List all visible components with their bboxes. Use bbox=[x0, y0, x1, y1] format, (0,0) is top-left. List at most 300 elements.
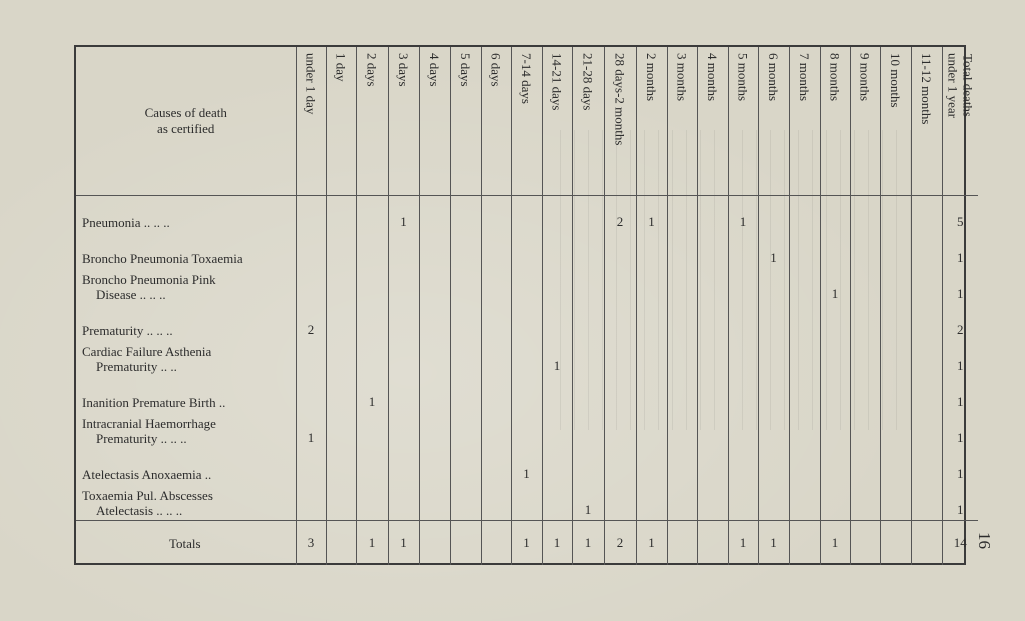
column-header-label: 5 days bbox=[458, 53, 473, 87]
value-cell bbox=[296, 196, 326, 233]
column-header bbox=[850, 47, 880, 196]
value-cell bbox=[758, 268, 789, 304]
value-cell bbox=[850, 268, 880, 304]
value-cell bbox=[326, 448, 356, 484]
value-cell bbox=[450, 412, 481, 448]
value-cell bbox=[542, 196, 572, 233]
grand-total-cell: 14 bbox=[942, 521, 978, 566]
value-cell bbox=[356, 448, 388, 484]
value-cell bbox=[697, 196, 728, 233]
row-total-cell: 5 bbox=[942, 196, 978, 233]
value-cell bbox=[667, 268, 697, 304]
total-value-cell: 1 bbox=[511, 521, 542, 566]
value-cell bbox=[911, 340, 942, 376]
value-cell bbox=[450, 448, 481, 484]
value-cell: 1 bbox=[296, 412, 326, 448]
total-value-cell bbox=[450, 521, 481, 566]
total-value-cell: 1 bbox=[542, 521, 572, 566]
column-header bbox=[667, 47, 697, 196]
value-cell bbox=[911, 376, 942, 412]
header-row bbox=[76, 47, 978, 196]
value-cell bbox=[388, 484, 419, 521]
value-cell bbox=[604, 304, 636, 340]
value-cell bbox=[789, 232, 820, 268]
value-cell bbox=[356, 232, 388, 268]
value-cell: 1 bbox=[820, 268, 850, 304]
value-cell bbox=[388, 304, 419, 340]
value-cell bbox=[572, 268, 604, 304]
value-cell bbox=[296, 340, 326, 376]
value-cell bbox=[326, 484, 356, 521]
cause-cell bbox=[76, 196, 296, 233]
value-cell bbox=[667, 196, 697, 233]
total-value-cell: 1 bbox=[356, 521, 388, 566]
value-cell bbox=[820, 376, 850, 412]
value-cell bbox=[697, 232, 728, 268]
value-cell bbox=[388, 340, 419, 376]
value-cell bbox=[789, 412, 820, 448]
row-total-cell: 1 bbox=[942, 376, 978, 412]
value-cell bbox=[481, 232, 511, 268]
value-cell bbox=[419, 448, 450, 484]
value-cell bbox=[481, 304, 511, 340]
total-value-cell: 1 bbox=[636, 521, 667, 566]
column-header bbox=[542, 47, 572, 196]
value-cell bbox=[572, 376, 604, 412]
value-cell bbox=[911, 304, 942, 340]
value-cell bbox=[880, 340, 911, 376]
value-cell bbox=[604, 448, 636, 484]
value-cell bbox=[880, 304, 911, 340]
value-cell bbox=[850, 232, 880, 268]
value-cell bbox=[636, 376, 667, 412]
value-cell bbox=[511, 376, 542, 412]
value-cell: 1 bbox=[356, 376, 388, 412]
cause-cell bbox=[76, 340, 296, 376]
column-header-label: 21-28 days bbox=[580, 53, 596, 111]
value-cell bbox=[820, 196, 850, 233]
value-cell bbox=[636, 340, 667, 376]
column-header bbox=[296, 47, 326, 196]
value-cell bbox=[419, 484, 450, 521]
value-cell bbox=[326, 340, 356, 376]
value-cell bbox=[728, 340, 758, 376]
value-cell bbox=[636, 484, 667, 521]
total-value-cell bbox=[326, 521, 356, 566]
value-cell bbox=[572, 412, 604, 448]
value-cell bbox=[667, 448, 697, 484]
total-value-cell: 2 bbox=[604, 521, 636, 566]
value-cell bbox=[604, 268, 636, 304]
value-cell bbox=[604, 412, 636, 448]
cause-cell bbox=[76, 268, 296, 304]
column-header bbox=[450, 47, 481, 196]
value-cell bbox=[542, 376, 572, 412]
value-cell bbox=[697, 448, 728, 484]
value-cell bbox=[388, 412, 419, 448]
value-cell bbox=[636, 304, 667, 340]
value-cell bbox=[296, 268, 326, 304]
row-total-cell: 1 bbox=[942, 268, 978, 304]
value-cell bbox=[542, 268, 572, 304]
value-cell bbox=[789, 448, 820, 484]
value-cell bbox=[667, 376, 697, 412]
row-total-cell: 1 bbox=[942, 484, 978, 521]
value-cell bbox=[697, 376, 728, 412]
value-cell bbox=[604, 484, 636, 521]
column-header-label: 3 months bbox=[674, 53, 690, 102]
value-cell bbox=[419, 304, 450, 340]
value-cell bbox=[636, 268, 667, 304]
column-header bbox=[820, 47, 850, 196]
table-row bbox=[76, 340, 978, 376]
cause-text: Intracranial Haemorrhage bbox=[82, 416, 216, 431]
value-cell bbox=[604, 376, 636, 412]
value-cell: 2 bbox=[296, 304, 326, 340]
value-cell bbox=[326, 268, 356, 304]
row-total-cell: 1 bbox=[942, 340, 978, 376]
value-cell bbox=[481, 412, 511, 448]
column-header bbox=[572, 47, 604, 196]
value-cell bbox=[481, 268, 511, 304]
column-header-label: 14-21 days bbox=[549, 53, 565, 111]
value-cell bbox=[789, 304, 820, 340]
column-header bbox=[326, 47, 356, 196]
value-cell bbox=[542, 484, 572, 521]
value-cell bbox=[481, 448, 511, 484]
row-total-cell: 1 bbox=[942, 448, 978, 484]
value-cell bbox=[511, 412, 542, 448]
column-header bbox=[419, 47, 450, 196]
value-cell bbox=[911, 484, 942, 521]
value-cell bbox=[728, 448, 758, 484]
value-cell bbox=[758, 196, 789, 233]
value-cell bbox=[820, 232, 850, 268]
value-cell bbox=[850, 412, 880, 448]
cause-text: Broncho Pneumonia Toxaemia bbox=[82, 251, 243, 266]
value-cell bbox=[572, 232, 604, 268]
value-cell bbox=[604, 232, 636, 268]
row-total-cell: 2 bbox=[942, 304, 978, 340]
value-cell bbox=[542, 232, 572, 268]
column-header-label: 11-12 months bbox=[919, 53, 934, 125]
causes-header-line2: as certified bbox=[157, 121, 215, 136]
value-cell bbox=[636, 412, 667, 448]
value-cell bbox=[511, 484, 542, 521]
value-cell bbox=[789, 340, 820, 376]
cause-text: Prematurity .. .. .. bbox=[82, 323, 173, 338]
value-cell bbox=[911, 196, 942, 233]
value-cell bbox=[450, 232, 481, 268]
total-value-cell bbox=[667, 521, 697, 566]
cause-text: Toxaemia Pul. Abscesses bbox=[82, 488, 213, 503]
value-cell bbox=[419, 232, 450, 268]
value-cell bbox=[789, 196, 820, 233]
table-row bbox=[76, 448, 978, 484]
cause-cell bbox=[76, 304, 296, 340]
column-header bbox=[697, 47, 728, 196]
value-cell bbox=[880, 484, 911, 521]
value-cell bbox=[697, 340, 728, 376]
column-header-label: 1 day bbox=[333, 53, 349, 82]
value-cell bbox=[419, 412, 450, 448]
value-cell: 1 bbox=[758, 232, 789, 268]
value-cell bbox=[728, 376, 758, 412]
value-cell bbox=[728, 304, 758, 340]
value-cell bbox=[450, 340, 481, 376]
cause-cell bbox=[76, 484, 296, 521]
column-header-label: 28 days-2 months bbox=[612, 53, 628, 146]
value-cell bbox=[419, 268, 450, 304]
value-cell bbox=[419, 376, 450, 412]
value-cell bbox=[789, 268, 820, 304]
column-header-label: 4 days bbox=[427, 53, 442, 87]
value-cell bbox=[511, 304, 542, 340]
value-cell bbox=[356, 340, 388, 376]
value-cell bbox=[356, 484, 388, 521]
value-cell: 1 bbox=[572, 484, 604, 521]
value-cell bbox=[572, 340, 604, 376]
value-cell bbox=[419, 196, 450, 233]
value-cell bbox=[728, 268, 758, 304]
value-cell bbox=[481, 376, 511, 412]
causes-header bbox=[76, 47, 296, 196]
value-cell bbox=[820, 484, 850, 521]
value-cell bbox=[850, 340, 880, 376]
value-cell bbox=[911, 412, 942, 448]
total-value-cell: 1 bbox=[820, 521, 850, 566]
value-cell bbox=[758, 484, 789, 521]
table-row bbox=[76, 232, 978, 268]
value-cell bbox=[356, 196, 388, 233]
column-header-label: 2 months bbox=[644, 53, 659, 102]
column-header bbox=[356, 47, 388, 196]
cause-cell bbox=[76, 232, 296, 268]
column-header bbox=[636, 47, 667, 196]
value-cell bbox=[450, 484, 481, 521]
total-header bbox=[942, 47, 978, 196]
value-cell bbox=[880, 376, 911, 412]
value-cell bbox=[296, 448, 326, 484]
total-value-cell: 1 bbox=[758, 521, 789, 566]
table-row bbox=[76, 268, 978, 304]
value-cell bbox=[450, 376, 481, 412]
total-value-cell: 1 bbox=[728, 521, 758, 566]
value-cell bbox=[356, 412, 388, 448]
total-value-cell bbox=[880, 521, 911, 566]
cause-text: Cardiac Failure Asthenia bbox=[82, 344, 212, 359]
value-cell bbox=[820, 340, 850, 376]
value-cell bbox=[820, 412, 850, 448]
column-header-label: 7-14 days bbox=[519, 53, 534, 104]
value-cell bbox=[326, 412, 356, 448]
value-cell bbox=[636, 448, 667, 484]
column-header-label: 9 months bbox=[857, 53, 873, 102]
cause-text: Inanition Premature Birth .. bbox=[82, 395, 226, 410]
value-cell bbox=[880, 232, 911, 268]
value-cell bbox=[850, 196, 880, 233]
deaths-table bbox=[76, 47, 978, 565]
value-cell: 2 bbox=[604, 196, 636, 233]
column-header bbox=[511, 47, 542, 196]
total-value-cell: 1 bbox=[388, 521, 419, 566]
value-cell bbox=[542, 412, 572, 448]
value-cell bbox=[697, 268, 728, 304]
cause-text: Prematurity .. .. .. bbox=[96, 431, 187, 446]
column-header-label: under 1 day bbox=[303, 53, 319, 115]
value-cell bbox=[728, 484, 758, 521]
value-cell bbox=[296, 232, 326, 268]
value-cell bbox=[481, 196, 511, 233]
totals-row bbox=[76, 521, 978, 566]
value-cell bbox=[667, 232, 697, 268]
value-cell bbox=[911, 268, 942, 304]
value-cell bbox=[911, 448, 942, 484]
value-cell bbox=[388, 376, 419, 412]
value-cell bbox=[326, 196, 356, 233]
value-cell bbox=[789, 484, 820, 521]
value-cell bbox=[758, 448, 789, 484]
totals-label: Totals bbox=[76, 521, 296, 566]
value-cell bbox=[911, 232, 942, 268]
value-cell bbox=[850, 448, 880, 484]
value-cell: 1 bbox=[636, 196, 667, 233]
value-cell bbox=[667, 412, 697, 448]
value-cell bbox=[758, 376, 789, 412]
total-header-line1: Total deaths bbox=[960, 53, 976, 117]
total-value-cell bbox=[697, 521, 728, 566]
value-cell bbox=[511, 232, 542, 268]
value-cell bbox=[388, 268, 419, 304]
table-row bbox=[76, 196, 978, 233]
value-cell: 1 bbox=[511, 448, 542, 484]
total-header-label bbox=[945, 47, 975, 118]
causes-header-line1: Causes of death bbox=[144, 105, 227, 120]
value-cell bbox=[697, 484, 728, 521]
cause-text: Pneumonia .. .. .. bbox=[82, 215, 170, 230]
value-cell bbox=[326, 376, 356, 412]
value-cell bbox=[728, 412, 758, 448]
value-cell bbox=[604, 340, 636, 376]
cause-cell bbox=[76, 412, 296, 448]
value-cell bbox=[481, 340, 511, 376]
value-cell bbox=[572, 196, 604, 233]
value-cell bbox=[511, 196, 542, 233]
row-total-cell: 1 bbox=[942, 412, 978, 448]
value-cell bbox=[388, 448, 419, 484]
column-header bbox=[388, 47, 419, 196]
value-cell bbox=[880, 412, 911, 448]
value-cell bbox=[296, 484, 326, 521]
value-cell bbox=[758, 412, 789, 448]
total-value-cell bbox=[481, 521, 511, 566]
value-cell bbox=[419, 340, 450, 376]
value-cell: 1 bbox=[542, 340, 572, 376]
value-cell bbox=[450, 268, 481, 304]
column-header bbox=[911, 47, 942, 196]
value-cell bbox=[667, 304, 697, 340]
value-cell bbox=[511, 268, 542, 304]
value-cell bbox=[850, 376, 880, 412]
value-cell bbox=[667, 340, 697, 376]
total-value-cell bbox=[419, 521, 450, 566]
value-cell bbox=[697, 412, 728, 448]
page-number: 16 bbox=[975, 532, 994, 549]
cause-cell bbox=[76, 376, 296, 412]
value-cell bbox=[880, 448, 911, 484]
value-cell bbox=[728, 232, 758, 268]
table-row bbox=[76, 304, 978, 340]
value-cell bbox=[326, 232, 356, 268]
value-cell bbox=[356, 304, 388, 340]
row-total-cell: 1 bbox=[942, 232, 978, 268]
value-cell bbox=[572, 304, 604, 340]
value-cell bbox=[850, 304, 880, 340]
table-row bbox=[76, 412, 978, 448]
value-cell bbox=[326, 304, 356, 340]
value-cell bbox=[820, 448, 850, 484]
column-header bbox=[789, 47, 820, 196]
table-row bbox=[76, 376, 978, 412]
column-header bbox=[758, 47, 789, 196]
value-cell bbox=[296, 376, 326, 412]
cause-text: Disease .. .. .. bbox=[96, 287, 166, 302]
total-value-cell bbox=[789, 521, 820, 566]
value-cell bbox=[572, 448, 604, 484]
value-cell bbox=[450, 196, 481, 233]
value-cell bbox=[481, 484, 511, 521]
column-header-label: 6 months bbox=[766, 53, 781, 102]
value-cell bbox=[880, 196, 911, 233]
value-cell bbox=[450, 304, 481, 340]
value-cell bbox=[356, 268, 388, 304]
value-cell bbox=[758, 340, 789, 376]
cause-text: Prematurity .. .. bbox=[96, 359, 177, 374]
column-header-label: 5 months bbox=[735, 53, 751, 102]
value-cell bbox=[789, 376, 820, 412]
column-header-label: 4 months bbox=[705, 53, 720, 102]
column-header bbox=[728, 47, 758, 196]
value-cell bbox=[388, 232, 419, 268]
infant-deaths-table bbox=[74, 45, 976, 565]
total-header-line2: under 1 year bbox=[945, 53, 961, 118]
cause-text: Atelectasis Anoxaemia .. bbox=[82, 467, 212, 482]
total-value-cell bbox=[911, 521, 942, 566]
column-header-label: 10 months bbox=[888, 53, 903, 108]
total-value-cell: 3 bbox=[296, 521, 326, 566]
value-cell bbox=[850, 484, 880, 521]
cause-cell bbox=[76, 448, 296, 484]
value-cell bbox=[667, 484, 697, 521]
value-cell bbox=[820, 304, 850, 340]
total-value-cell: 1 bbox=[572, 521, 604, 566]
value-cell bbox=[697, 304, 728, 340]
column-header-label: 3 days bbox=[396, 53, 411, 87]
column-header-label: 2 days bbox=[364, 53, 380, 87]
cause-text: Broncho Pneumonia Pink bbox=[82, 272, 216, 287]
column-header bbox=[880, 47, 911, 196]
column-header-label: 8 months bbox=[827, 53, 843, 102]
value-cell bbox=[511, 340, 542, 376]
value-cell: 1 bbox=[388, 196, 419, 233]
value-cell bbox=[542, 304, 572, 340]
total-value-cell bbox=[850, 521, 880, 566]
column-header-label: 7 months bbox=[797, 53, 812, 102]
value-cell: 1 bbox=[728, 196, 758, 233]
value-cell bbox=[636, 232, 667, 268]
value-cell bbox=[758, 304, 789, 340]
column-header-label: 6 days bbox=[488, 53, 504, 87]
